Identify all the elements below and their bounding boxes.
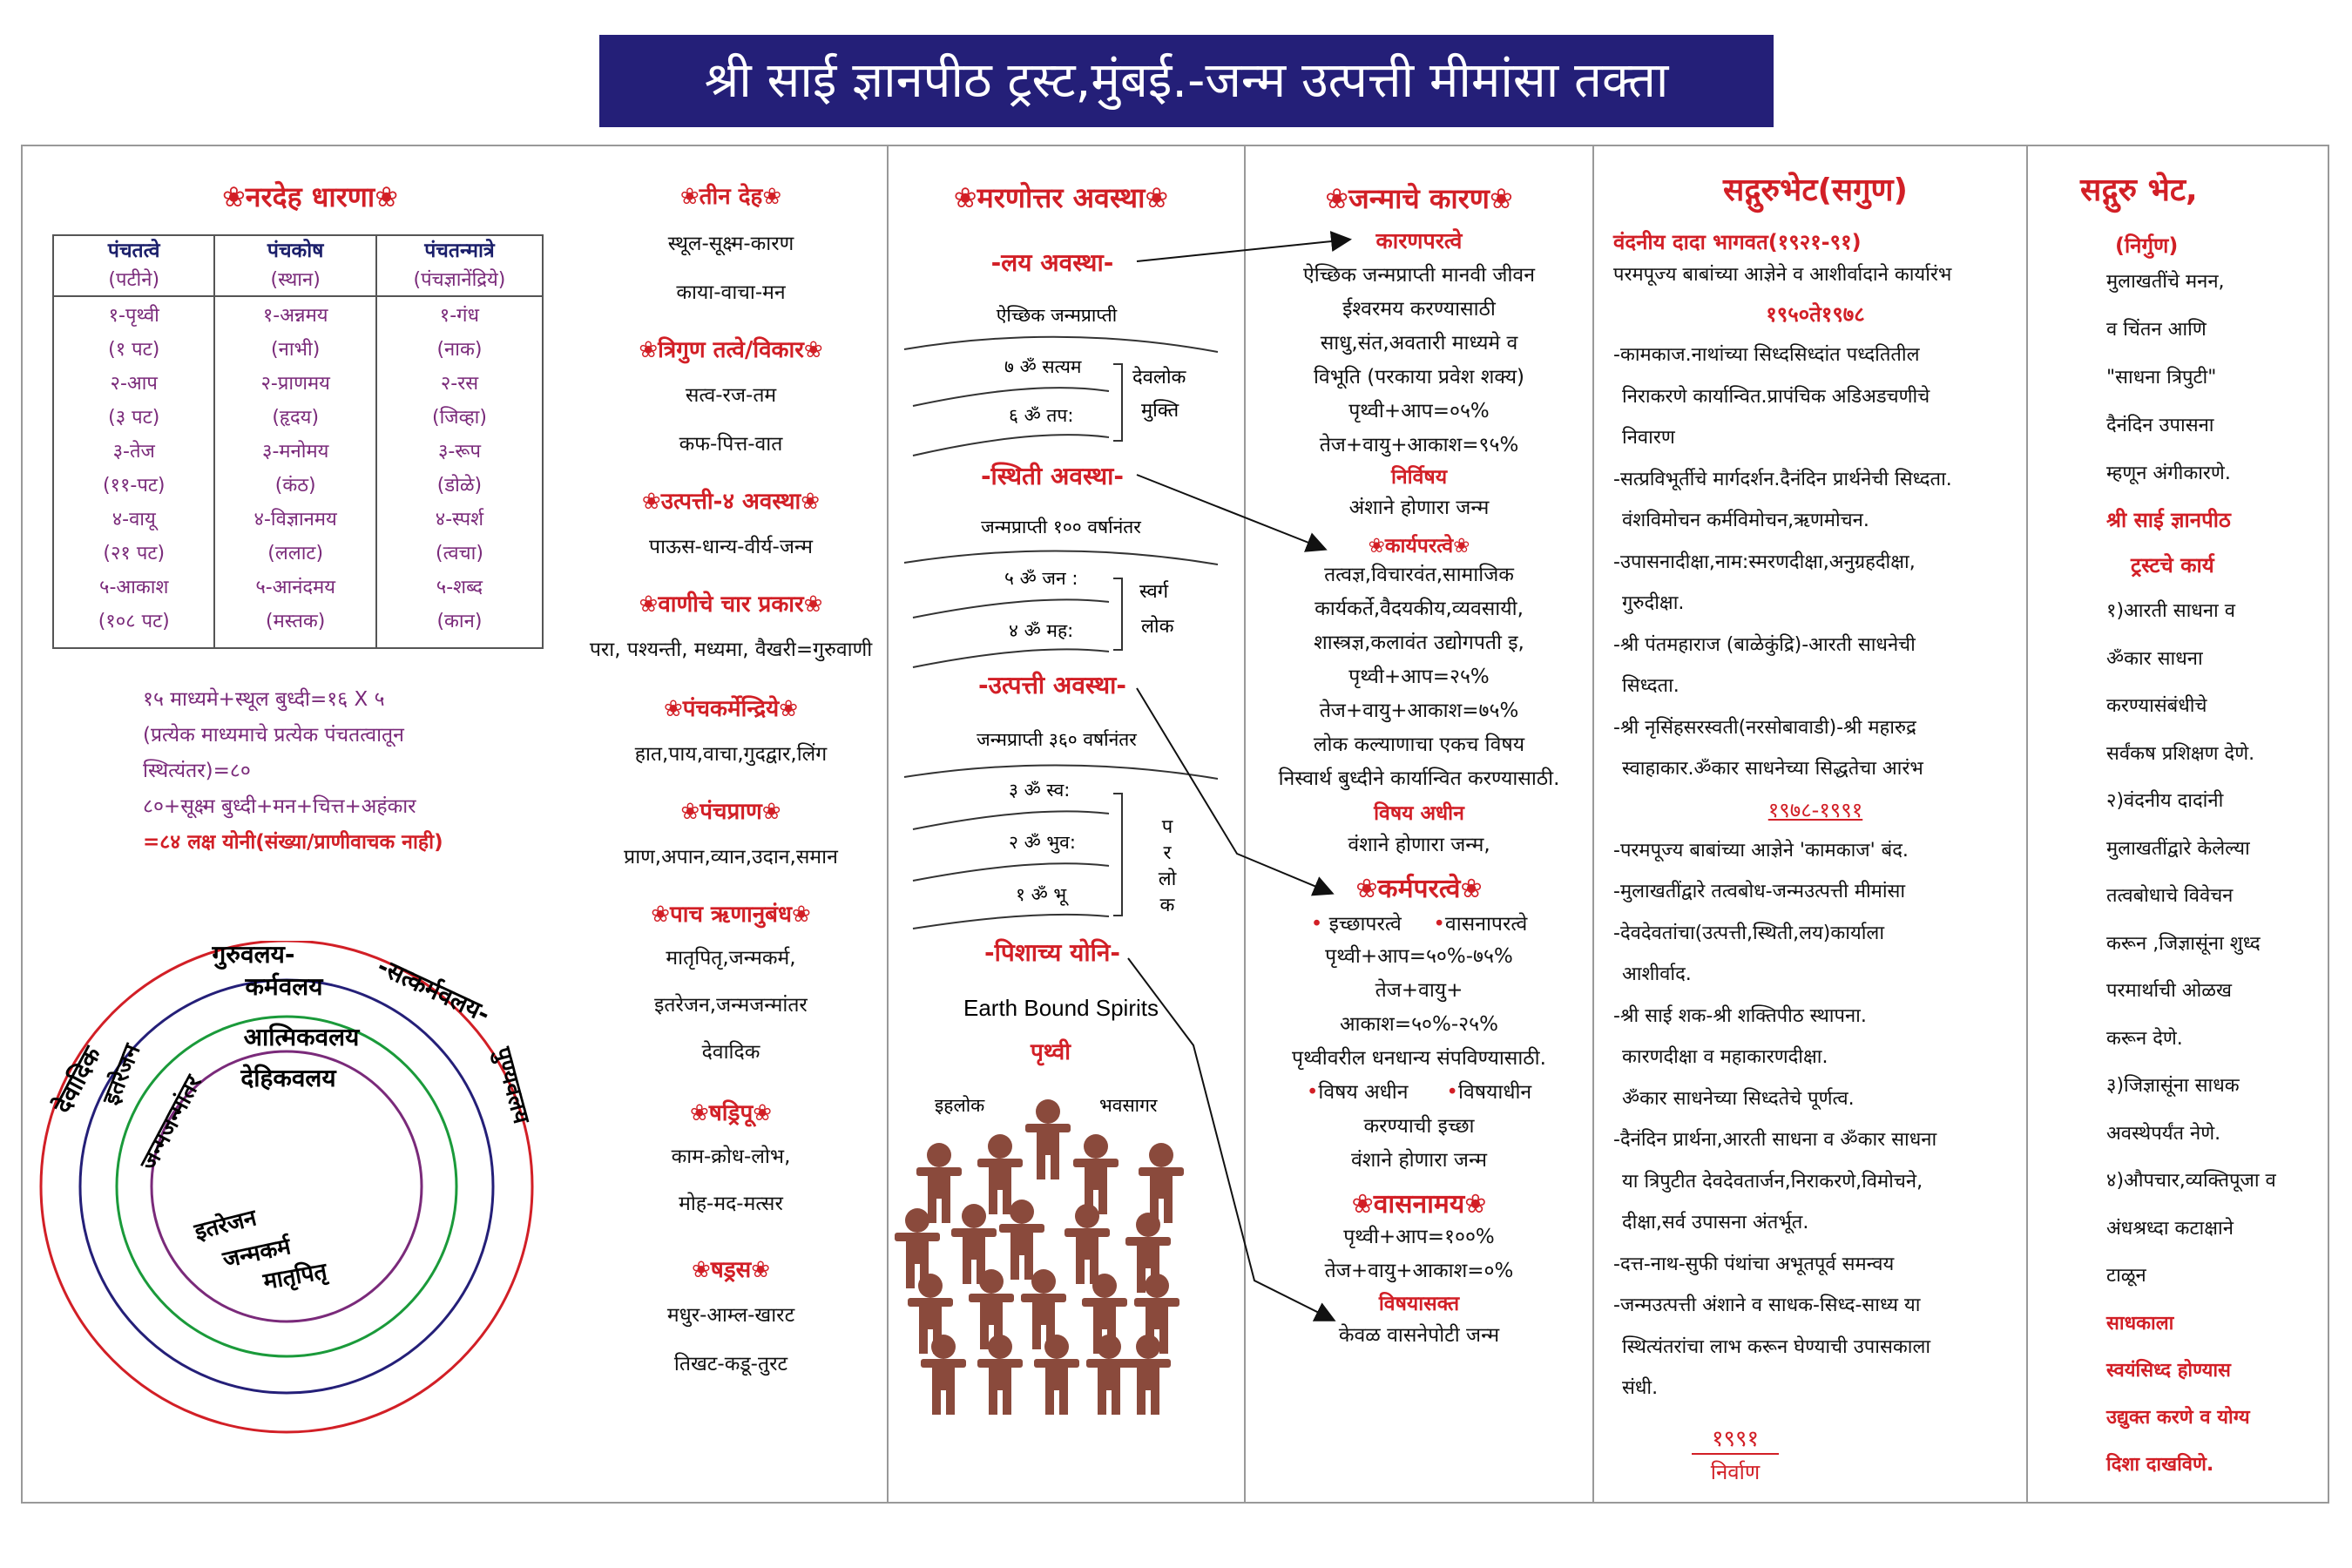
list-item: या त्रिपुटीत देवदेवतार्जन,निराकरणे,विमोचने, <box>1622 1170 1923 1193</box>
section-heading: ❀तीन देह❀ <box>679 184 782 210</box>
text-line: "साधना त्रिपुटी" <box>2106 367 2217 389</box>
list-item: -श्री नृसिंहसरस्वती(नरसोबावाडी)-श्री महारुद्र <box>1613 716 1916 739</box>
table-cell: (नाभी) <box>271 339 321 361</box>
person-icon <box>1073 1134 1119 1214</box>
table-cell: १-गंध <box>439 305 480 327</box>
loka-item: २ ॐ भुव: <box>1009 832 1076 853</box>
table-cell: ३-रूप <box>437 441 481 463</box>
table-cell: (हृदय) <box>272 407 320 429</box>
text-line: स्वयंसिध्द होण्यास <box>2106 1359 2231 1382</box>
section-heading: ❀मरणोत्तर अवस्था❀ <box>953 181 1169 214</box>
bullet-icon: • <box>1433 913 1445 936</box>
table-cell: १-अन्नमय <box>262 305 328 327</box>
list-item: -जन्मउत्पत्ती अंशाने व साधक-सिध्द-साध्य या <box>1613 1294 1921 1316</box>
inner-label: देहिकवलय <box>240 1064 336 1092</box>
table-header-cell <box>53 235 214 296</box>
person-icon <box>1025 1099 1071 1179</box>
column-sagun <box>1594 145 2026 1504</box>
nirgun-label: (निर्गुण) <box>2115 233 2179 258</box>
year-label: १९९१ <box>1692 1422 1779 1455</box>
bracket <box>1113 364 1122 441</box>
table-cell: (२१ पट) <box>103 543 166 564</box>
arc-line <box>913 915 1109 929</box>
outer-right2-label: पुण्यवलय <box>489 1044 535 1127</box>
dada-line: वंदनीय दादा भागवत(१९२१-९१) <box>1613 230 1862 254</box>
section-line: कफ-पित्त-वात <box>679 433 783 456</box>
bullet-text: इच्छापरत्वे <box>1328 913 1402 936</box>
text-line: ॐकार साधना <box>2106 647 2203 670</box>
bullet-icon: • <box>1310 913 1323 936</box>
table-cell: ४-विज्ञानमय <box>253 509 337 531</box>
list-item: निराकरणे कार्यान्वित.प्रापंचिक अडिअडचणीचे <box>1622 385 1930 408</box>
loka-label: देवलोक <box>1132 367 1186 389</box>
text-line: वंशाने होणारा जन्म <box>1350 1149 1488 1172</box>
table-column <box>53 296 214 648</box>
section-line: तिखट-कडू-तुरट <box>673 1353 788 1375</box>
arc-line <box>904 765 1218 779</box>
pishachya-heading: -पिशाच्य योनि- <box>983 938 1121 967</box>
table-cell: (११-पट) <box>102 475 166 497</box>
table-cell: (कान) <box>436 611 483 632</box>
section-line: प्राण,अपान,व्यान,उदान,समान <box>624 846 838 868</box>
table-cell: ३-तेज <box>112 441 155 463</box>
list-item: -उपासनादीक्षा,नाम:स्मरणदीक्षा,अनुग्रहदीक्षा, <box>1613 551 1916 573</box>
sthiti-sub: जन्मप्राप्ती १०० वर्षानंतर <box>981 517 1141 537</box>
section-heading: ❀पंचकर्मेन्द्रिये❀ <box>663 696 799 722</box>
section-line: मधुर-आम्ल-खारट <box>666 1304 795 1327</box>
table-cell: ५-आनंदमय <box>255 577 336 598</box>
text-line: दैनंदिन उपासना <box>2106 415 2214 436</box>
table-cell: (३ पट) <box>108 407 160 429</box>
text-line: ईश्वरमय करण्यासाठी <box>1342 298 1496 321</box>
ebs-label: Earth Bound Spirits <box>963 995 1159 1021</box>
text-line: उद्युक्त करणे व योग्य <box>2106 1406 2250 1429</box>
table-cell: (त्वचा) <box>436 543 483 564</box>
loka-label: लो <box>1158 868 1177 890</box>
text-line: परमार्थाची ओळख <box>2106 980 2232 1002</box>
valaya-circle-diagram <box>23 941 580 1463</box>
arc-line <box>913 863 1109 881</box>
table-header-cell <box>214 235 375 296</box>
prithvi-label: पृथ्वी <box>1031 1039 1071 1065</box>
bullet-row <box>1246 909 1592 940</box>
loka-item: ४ ॐ मह: <box>1009 620 1074 641</box>
center-label: जन्मकर्म <box>220 1233 294 1274</box>
section-heading: ❀पाच ऋणानुबंध❀ <box>651 902 811 928</box>
intro-line: परमपूज्य बाबांच्या आज्ञेने व आशीर्वादाने कार्यारंभ <box>1613 264 1952 286</box>
column-janmache-karan <box>1246 145 1592 1504</box>
section-line: स्थूल-सूक्ष्म-कारण <box>667 233 794 255</box>
section-line: परा, पश्यन्ती, मध्यमा, वैखरी=गुरुवाणी <box>589 639 873 661</box>
list-item: संधी. <box>1622 1377 1659 1399</box>
person-icon <box>1139 1143 1184 1223</box>
text-line: दिशा दाखविणे. <box>2106 1453 2214 1476</box>
subsection-heading: निर्विषय <box>1390 466 1448 489</box>
subsection-heading: ❀कर्मपरत्वे❀ <box>1355 874 1483 904</box>
text-line: व चिंतन आणि <box>2106 319 2207 341</box>
text-line: साधु,संत,अवतारी माध्यमे व <box>1320 332 1518 355</box>
table-header: पंचतत्वे <box>107 240 160 262</box>
loka-item: ६ ॐ तप: <box>1009 405 1074 426</box>
loka-item: १ ॐ भू <box>1016 884 1067 905</box>
note-line: (प्रत्येक माध्यमाचे प्रत्येक पंचतत्वातून <box>143 724 404 747</box>
section-heading: सद्गुरु भेट, <box>2080 172 2198 208</box>
table-cell: (कंठ) <box>274 475 316 497</box>
column-teen-deh <box>575 145 887 1504</box>
list-item: कारणदीक्षा व महाकारणदीक्षा. <box>1622 1046 1828 1068</box>
arc-line <box>904 337 1218 352</box>
subsection-heading: कारणपरत्वे <box>1375 228 1463 253</box>
text-line: निस्वार्थ बुध्दीने कार्यान्वित करण्यासाठी. <box>1278 767 1560 790</box>
text-line: पृथ्वी+आप=०५% <box>1348 400 1490 422</box>
text-line: लोक कल्याणाचा एकच विषय <box>1313 733 1525 756</box>
sthiti-heading: -स्थिती अवस्था- <box>980 462 1125 490</box>
section-heading: ❀पंचप्राण❀ <box>680 799 781 825</box>
list-item: -मुलाखतींद्वारे तत्वबोध-जन्मउत्पत्ती मीमांसा <box>1613 881 1906 902</box>
third-label: आत्मिकवलय <box>243 1023 360 1051</box>
section-heading: ❀त्रिगुण तत्वे/विकार❀ <box>639 337 823 363</box>
column-nirgun <box>2028 145 2328 1504</box>
table-cell: (१०८ पट) <box>98 611 170 632</box>
outer-right-label: -सत्कर्मवलय- <box>373 951 495 1029</box>
bullet-icon: • <box>1306 1081 1319 1104</box>
table-header: पंचकोष <box>267 240 324 262</box>
list-2 <box>1613 830 2017 1409</box>
text-line: कार्यकर्ते,वैदयकीय,व्यवसायी, <box>1315 598 1524 620</box>
section-heading: ❀उत्पत्ती-४ अवस्था❀ <box>641 489 821 515</box>
text-line: तेज+वायु+आकाश=७५% <box>1319 700 1519 722</box>
arc-line <box>913 811 1109 829</box>
bracket <box>1113 794 1122 916</box>
outer-left-label: देवादिक <box>48 1041 107 1119</box>
subsection-heading: विषय अधीन <box>1374 802 1464 825</box>
list-item: आशीर्वाद. <box>1622 963 1692 985</box>
table-cell: ३-मनोमय <box>262 441 329 463</box>
people-group <box>895 1099 1184 1415</box>
utpatti-sub: जन्मप्राप्ती ३६० वर्षानंतर <box>977 729 1137 750</box>
loka-label: स्वर्ग <box>1139 581 1169 603</box>
table-cell: ४-वायू <box>112 509 156 531</box>
trust-heading: श्री साई ज्ञानपीठ <box>2106 508 2231 532</box>
text-line: करण्यासंबंधीचे <box>2106 695 2207 717</box>
trust-list <box>2106 588 2328 1301</box>
text-line: तत्वबोधाचे विवेचन <box>2106 885 2234 907</box>
loka-label: क <box>1159 895 1175 916</box>
list-item: -कामकाज.नाथांच्या सिध्दसिध्दांत पध्दतितील <box>1613 344 1920 366</box>
section-line: इतरेजन,जन्मजन्मांतर <box>654 994 808 1017</box>
loka-label: प <box>1161 816 1173 838</box>
list-item: गुरुदीक्षा. <box>1622 592 1685 614</box>
list-item: -परमपूज्य बाबांच्या आज्ञेने 'कामकाज' बंद. <box>1613 839 1909 862</box>
table-cell: (जिव्हा) <box>431 407 487 429</box>
second-label: कर्मवलय <box>245 972 323 1001</box>
section-line: पाऊस-धान्य-वीर्य-जन्म <box>649 536 813 558</box>
list-item: वंशविमोचन कर्मविमोचन,ऋणमोचन. <box>1622 510 1869 531</box>
bullet-text: विषय अधीन <box>1318 1081 1409 1104</box>
text-line: पृथ्वीवरील धनधान्य संपविण्यासाठी. <box>1292 1047 1546 1070</box>
table-cell: ५-शब्द <box>436 577 483 598</box>
list-item: ॐकार साधनेच्या सिध्दतेचे पूर्णत्व. <box>1622 1087 1855 1110</box>
text-line: अंधश्रध्दा कटाक्षाने <box>2106 1217 2234 1240</box>
arc-line <box>913 599 1109 618</box>
text-line: सर्वंकष प्रशिक्षण देणे. <box>2106 742 2255 765</box>
outer-top-label: गुरुवलय- <box>212 941 295 969</box>
list-item: -श्री पंतमहाराज (बाळेकुंद्रि)-आरती साधनेची <box>1613 633 1916 656</box>
text-line: ३)जिज्ञासूंना साधक <box>2106 1075 2240 1097</box>
text-line: शास्त्रज्ञ,कलावंत उद्योगपती इ, <box>1314 632 1524 654</box>
text-line: मुलाखतींद्वारे केलेल्या <box>2106 837 2250 860</box>
list-item: दीक्षा,सर्व उपासना अंतर्भूत. <box>1622 1212 1809 1233</box>
section-line: हात,पाय,वाचा,गुदद्वार,लिंग <box>634 743 828 766</box>
arc-line <box>904 551 1218 564</box>
third-left-label: जन्मजन्मांतर <box>135 1071 207 1175</box>
section-heading: ❀वाणीचे चार प्रकार❀ <box>639 591 823 618</box>
nirvan-label: निर्वाण <box>1710 1459 1761 1484</box>
second-left-label: इतरेजन <box>98 1040 146 1109</box>
text-line: पृथ्वी+आप=२५% <box>1348 666 1490 688</box>
arc-line <box>913 388 1109 406</box>
text-line: म्हणून अंगीकारणे. <box>2106 463 2231 484</box>
ihaloka-label: इहलोक <box>935 1095 985 1116</box>
table-column <box>214 296 375 648</box>
bullet-text: वासनापरत्वे <box>1444 913 1528 936</box>
person-icon <box>1064 1204 1110 1284</box>
section-heading: ❀षड्रस❀ <box>691 1257 771 1283</box>
table-subheader: (पटीने) <box>108 269 160 291</box>
table-cell: (नाक) <box>436 339 483 361</box>
loka-label: लोक <box>1141 616 1174 638</box>
bullet-icon: • <box>1446 1081 1458 1104</box>
table-header-cell <box>376 235 543 296</box>
text-line: तेज+वायु+आकाश=९५% <box>1319 434 1519 456</box>
list-item: स्वाहाकार.ॐकार साधनेच्या सिद्धतेचा आरंभ <box>1622 758 1923 780</box>
list-item: -श्री साई शक-श्री शक्तिपीठ स्थापना. <box>1613 1004 1867 1027</box>
final-list <box>2106 1301 2328 1489</box>
text-line: करून देणे. <box>2106 1027 2183 1050</box>
loka-item: ३ ॐ स्व: <box>1009 780 1071 801</box>
text-line: केवळ वासनेपोटी जन्म <box>1338 1324 1500 1347</box>
note-line: स्थित्यंतर)=८० <box>143 760 251 782</box>
arc-line <box>913 649 1109 667</box>
text-line: वंशाने होणारा जन्म, <box>1348 834 1490 856</box>
text-line: विभूति (परकाया प्रवेश शक्य) <box>1313 366 1525 389</box>
arc-line <box>913 435 1109 456</box>
center-label: इतरेजन <box>192 1205 260 1246</box>
table-cell: २-आप <box>110 373 158 395</box>
table-header: पंचतन्मात्रे <box>424 240 495 262</box>
period-heading: १९५०ते१९७८ <box>1766 302 1865 327</box>
text-line: अंशाने होणारा जन्म <box>1348 497 1490 519</box>
bhavasagar-label: भवसागर <box>1099 1095 1158 1116</box>
table-subheader: (स्थान) <box>270 269 321 291</box>
text-line: ४)औपचार,व्यक्तिपूजा व <box>2106 1170 2276 1192</box>
text-line: २)वंदनीय दादांनी <box>2106 790 2224 812</box>
karya-list <box>1246 558 1592 796</box>
utpatti-heading: -उत्पत्ती अवस्था- <box>978 671 1126 700</box>
text-line: तेज+वायु+ <box>1375 979 1463 1002</box>
table-cell: २-प्राणमय <box>260 373 330 395</box>
section-line: सत्व-रज-तम <box>685 384 777 407</box>
text-line: मुलाखतींचे मनन, <box>2106 271 2225 293</box>
table-cell: (१ पट) <box>108 339 160 361</box>
section-line: मातृपितृ,जन्मकर्म, <box>666 947 796 970</box>
text-line: पृथ्वी+आप=५०%-७५% <box>1325 945 1513 968</box>
bullet-row <box>1246 1076 1592 1110</box>
list-item: -दत्त-नाथ-सुफी पंथांचा अभूतपूर्व समन्वय <box>1613 1253 1895 1275</box>
text-line: तत्वज्ञ,विचारवंत,सामाजिक <box>1324 564 1514 586</box>
subsection-heading: ❀कार्यपरत्वे❀ <box>1368 535 1470 558</box>
list-item: सिध्दता. <box>1622 675 1680 697</box>
table-cell: २-रस <box>440 373 479 395</box>
section-line: देवादिक <box>701 1041 760 1064</box>
table-cell: (डोळे) <box>436 475 483 497</box>
loka-item: ७ ॐ सत्यम <box>1004 356 1082 377</box>
notes-block <box>143 682 598 861</box>
list-item: स्थित्यंतरांचा लाभ करून घेण्याची उपासकाला <box>1622 1335 1931 1358</box>
panchatatva-table <box>52 234 544 649</box>
text-line: पृथ्वी+आप=१००% <box>1343 1226 1495 1248</box>
section-heading: ❀नरदेह धारणा❀ <box>221 180 399 213</box>
text-line: १)आरती साधना व <box>2106 600 2235 622</box>
nirgun-list <box>2106 258 2328 497</box>
section-line: काया-वाचा-मन <box>676 281 786 304</box>
text-line: ऐच्छिक जन्मप्राप्ती मानवी जीवन <box>1303 264 1535 287</box>
section-line: काम-क्रोध-लोभ, <box>671 1146 791 1168</box>
table-cell: ४-स्पर्श <box>435 509 484 531</box>
table-column <box>376 296 543 648</box>
loka-item: ५ ॐ जन : <box>1004 568 1078 589</box>
table-cell: (ललाट) <box>267 543 324 564</box>
text-line: करण्याची इच्छा <box>1363 1115 1475 1138</box>
text-line: अवस्थेपर्यंत नेणे. <box>2106 1122 2221 1145</box>
list-1 <box>1613 335 2017 790</box>
loka-label: मुक्ति <box>1141 400 1179 422</box>
list-item: निवारण <box>1622 427 1675 449</box>
person-icon <box>1086 1335 1132 1415</box>
section-heading: सद्गुरुभेट(सगुण) <box>1722 172 1909 208</box>
section-line: मोह-मद-मत्सर <box>679 1193 783 1215</box>
laya-sub: ऐच्छिक जन्मप्राप्ती <box>996 305 1118 326</box>
text-line: तेज+वायु+आकाश=०% <box>1324 1260 1514 1282</box>
note-final: =८४ लक्ष योनी(संख्या/प्राणीवाचक नाही) <box>143 831 443 854</box>
table-subheader: (पंचज्ञानेंद्रिये) <box>413 269 506 291</box>
list-item: -दैनंदिन प्रार्थना,आरती साधना व ॐकार साधना <box>1613 1129 1937 1151</box>
list-item: -सत्प्रविभूर्तीचे मार्गदर्शन.दैनंदिन प्रार्थनेची सिध्दता. <box>1613 468 1952 490</box>
maranottar-diagram <box>887 145 1244 1504</box>
text-line: करून ,जिज्ञासूंना शुध्द <box>2106 932 2261 955</box>
table-cell: (मस्तक) <box>266 611 326 632</box>
table-cell: ५-आकाश <box>99 577 169 598</box>
text-line: साधकाला <box>2106 1312 2174 1335</box>
karan-list <box>1246 259 1592 463</box>
text-line: आकाश=५०%-२५% <box>1340 1013 1498 1036</box>
note-line: ८०+सूक्ष्म बुध्दी+मन+चित्त+अहंकार <box>143 795 416 818</box>
subsection-heading: ❀वासनामय❀ <box>1351 1189 1487 1220</box>
center-label: मातृपितृ <box>261 1258 329 1295</box>
period-heading: १९७८-१९९१ <box>1767 797 1863 822</box>
bracket <box>1113 578 1122 650</box>
section-heading: ❀षड्रिपू❀ <box>689 1100 772 1126</box>
section-heading: ❀जन्माचे कारण❀ <box>1325 182 1513 215</box>
table-cell: १-पृथ्वी <box>108 305 159 327</box>
subsection-heading: विषयासक्त <box>1378 1293 1460 1315</box>
page-title: श्री साई ज्ञानपीठ ट्रस्ट,मुंबई.-जन्म उत्पत्ती मीमांसा तक्ता <box>599 35 1774 127</box>
note-line: १५ माध्यमे+स्थूल बुध्दी=१६ X ५ <box>143 688 385 711</box>
loka-label: र <box>1163 842 1172 864</box>
list-item: -देवदेवतांचा(उत्पत्ती,स्थिती,लय)कार्याला <box>1613 922 1885 944</box>
trust-heading: ट्रस्टचे कार्य <box>2131 553 2214 578</box>
text-line: टाळून <box>2106 1265 2146 1287</box>
bullet-text: विषयाधीन <box>1457 1081 1532 1104</box>
laya-heading: -लय अवस्था- <box>990 248 1114 277</box>
